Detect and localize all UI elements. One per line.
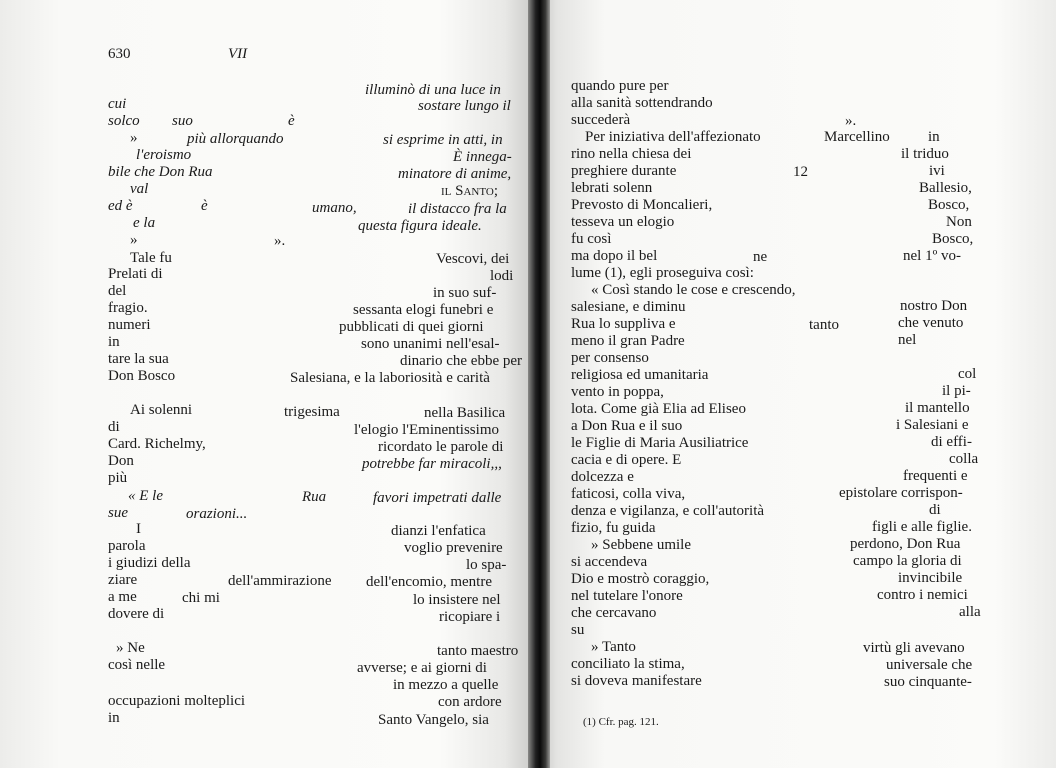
text-line: più allorquando	[187, 131, 284, 147]
text-line: è	[288, 113, 295, 129]
text-line: Card. Richelmy,	[108, 436, 206, 452]
text-line: meno il gran Padre	[571, 333, 685, 349]
text-line: conciliato la stima,	[571, 656, 685, 672]
text-line: voglio prevenire	[404, 540, 503, 556]
text-line: più	[108, 470, 128, 486]
text-line: faticosi, colla viva,	[571, 486, 686, 502]
text-line: nella Basilica	[424, 405, 506, 421]
text-line: di	[929, 502, 941, 518]
text-line: ne	[753, 249, 768, 265]
text-line: figli e alle figlie.	[872, 519, 972, 535]
text-line: umano,	[312, 200, 357, 216]
text-line: contro i nemici	[877, 587, 968, 603]
text-line: Dio e mostrò coraggio,	[571, 571, 710, 587]
text-line: le Figlie di Maria Ausiliatrice	[571, 435, 749, 451]
text-line: ricordato le parole di	[378, 439, 504, 455]
text-line: sue	[108, 505, 128, 521]
text-line: nostro Don	[900, 298, 968, 314]
text-line: « Così stando le cose e crescendo,	[591, 282, 796, 298]
text-line: 12	[793, 164, 808, 180]
text-line: »	[130, 130, 138, 146]
text-line: Santo Vangelo, sia	[378, 712, 489, 728]
text-line: succederà	[571, 112, 631, 128]
text-line: tanto maestro	[437, 643, 519, 659]
text-line: che venuto	[898, 315, 964, 331]
text-line: del	[108, 283, 127, 299]
text-line: così nelle	[108, 657, 166, 673]
text-line: virtù gli avevano	[863, 640, 965, 656]
text-line: lodi	[490, 268, 514, 284]
text-line: il triduo	[901, 146, 949, 162]
text-line: preghiere durante	[571, 163, 677, 179]
text-line: » Sebbene umile	[591, 537, 691, 553]
text-line: I	[136, 521, 141, 537]
text-line: ».	[274, 233, 286, 249]
text-line: dinario che ebbe per	[400, 353, 523, 369]
text-line: su	[571, 622, 585, 638]
text-line: fragio.	[108, 300, 148, 316]
text-line: Salesiana, e la laboriosità e carità	[290, 370, 490, 386]
text-line: rino nella chiesa dei	[571, 146, 692, 162]
text-line: Vescovi, dei	[436, 251, 510, 267]
text-line: a Don Rua e il suo	[571, 418, 683, 434]
text-line: per consenso	[571, 350, 649, 366]
text-line: ».	[845, 113, 857, 129]
text-line: ed è	[108, 198, 133, 214]
text-line: cacia e di opere. E	[571, 452, 682, 468]
text-line: religiosa ed umanitaria	[571, 367, 709, 383]
text-line: Rua	[302, 489, 327, 505]
text-line: il distacco fra la	[408, 201, 507, 217]
text-line: Marcellino	[824, 129, 890, 145]
text-line: » Ne	[116, 640, 145, 656]
text-line: col	[958, 366, 977, 382]
text-line: lota. Come già Elia ad Eliseo	[571, 401, 746, 417]
text-line: val	[130, 181, 149, 197]
text-line: in mezzo a quelle	[393, 677, 499, 693]
text-line: l'eroismo	[136, 147, 192, 163]
text-line: a me	[108, 589, 137, 605]
text-line: Don Bosco	[108, 368, 176, 384]
text-line: nel tutelare l'onore	[571, 588, 683, 604]
text-line: si doveva manifestare	[571, 673, 702, 689]
text-line: dolcezza e	[571, 469, 634, 485]
text-line: nel 1º vo-	[903, 248, 961, 264]
text-line: occupazioni molteplici	[108, 693, 246, 709]
text-line: perdono, Don Rua	[850, 536, 961, 552]
text-line: in	[108, 334, 120, 350]
text-line: Prevosto di Moncalieri,	[571, 197, 713, 213]
text-line: solco	[108, 113, 140, 129]
text-line: numeri	[108, 317, 151, 333]
text-line: vento in poppa,	[571, 384, 664, 400]
text-line: epistolare corrispon-	[839, 485, 963, 501]
text-line: sessanta elogi funebri e	[353, 302, 494, 318]
text-line: si accendeva	[571, 554, 648, 570]
text-line: è	[201, 198, 208, 214]
text-line: questa figura ideale.	[358, 218, 482, 234]
text-line: alla sanità sottendrando	[571, 95, 713, 111]
text-line: minatore di anime,	[398, 166, 512, 182]
text-line: con ardore	[438, 694, 502, 710]
text-line: i giudizi della	[108, 555, 191, 571]
text-line: frequenti e	[903, 468, 968, 484]
text-line: Ballesio,	[919, 180, 972, 196]
text-line: fizio, fu guida	[571, 520, 656, 536]
text-line: Ai solenni	[130, 402, 193, 418]
text-line: Prelati di	[108, 266, 163, 282]
text-line: ma dopo il bel	[571, 248, 658, 264]
text-line: l'elogio l'Eminentissimo	[354, 422, 499, 438]
text-line: universale che	[886, 657, 973, 673]
text-line: denza e vigilanza, e coll'autorità	[571, 503, 765, 519]
text-line: e la	[133, 215, 156, 231]
text-line: illuminò di una luce in	[365, 82, 501, 98]
text-line: Bosco,	[928, 197, 970, 213]
text-line: salesiane, e diminu	[571, 299, 686, 315]
text-line: Per iniziativa dell'affezionato	[585, 129, 761, 145]
text-line: Bosco,	[932, 231, 974, 247]
text-line: trigesima	[284, 404, 340, 420]
text-line: che cercavano	[571, 605, 657, 621]
text-line: dell'encomio, mentre	[366, 574, 492, 590]
text-line: Rua lo suppliva e	[571, 316, 676, 332]
book-gutter	[528, 0, 550, 768]
text-line: invincibile	[898, 570, 963, 586]
text-line: sono unanimi nell'esal-	[361, 336, 500, 352]
text-line: Don	[108, 453, 134, 469]
text-line: suo cinquante-	[884, 674, 972, 690]
text-line: » Tanto	[591, 639, 636, 655]
text-line: cui	[108, 96, 127, 112]
text-line: quando pure per	[571, 78, 669, 94]
page-number: 630	[108, 46, 131, 62]
text-line: Non	[946, 214, 972, 230]
text-line: sostare lungo il	[418, 98, 511, 114]
text-line: Tale fu	[130, 250, 172, 266]
text-line: tare la sua	[108, 351, 169, 367]
text-line: in	[928, 129, 940, 145]
text-line: in suo suf-	[433, 285, 497, 301]
text-line: di effi-	[931, 434, 972, 450]
text-line: È innega-	[453, 149, 512, 165]
text-line: si esprime in atti, in	[383, 132, 503, 148]
text-line: ivi	[929, 163, 945, 179]
running-head: VII	[228, 46, 248, 62]
text-line: dovere di	[108, 606, 165, 622]
text-line: nel	[898, 332, 917, 348]
footnote: (1) Cfr. pag. 121.	[583, 716, 659, 728]
text-line: il Santo;	[441, 183, 498, 199]
text-line: campo la gloria di	[853, 553, 962, 569]
text-line: tesseva un elogio	[571, 214, 675, 230]
text-line: ziare	[108, 572, 138, 588]
text-line: dell'ammirazione	[228, 573, 332, 589]
right-page	[535, 0, 1056, 768]
text-line: ricopiare i	[439, 609, 501, 625]
text-line: orazioni...	[186, 506, 248, 522]
text-line: alla	[959, 604, 981, 620]
text-line: di	[108, 419, 120, 435]
text-line: tanto	[809, 317, 839, 333]
text-line: »	[130, 232, 138, 248]
text-line: colla	[949, 451, 979, 467]
text-line: parola	[108, 538, 146, 554]
text-line: i Salesiani e	[896, 417, 969, 433]
text-line: il pi-	[942, 383, 971, 399]
text-line: lo spa-	[466, 557, 507, 573]
text-line: fu così	[571, 231, 612, 247]
text-line: bile che Don Rua	[108, 164, 213, 180]
text-line: « E le	[128, 488, 163, 504]
text-line: favori impetrati dalle	[373, 490, 502, 506]
text-line: avverse; e ai giorni di	[357, 660, 487, 676]
text-line: suo	[172, 113, 193, 129]
text-line: dianzi l'enfatica	[391, 523, 486, 539]
text-line: pubblicati di quei giorni	[339, 319, 484, 335]
text-line: chi mi	[182, 590, 220, 606]
text-line: lume (1), egli proseguiva così:	[571, 265, 754, 281]
text-line: il mantello	[905, 400, 970, 416]
text-line: lo insistere nel	[413, 592, 501, 608]
text-line: in	[108, 710, 120, 726]
text-line: potrebbe far miracoli,,,	[362, 456, 502, 472]
text-line: lebrati solenn	[571, 180, 653, 196]
